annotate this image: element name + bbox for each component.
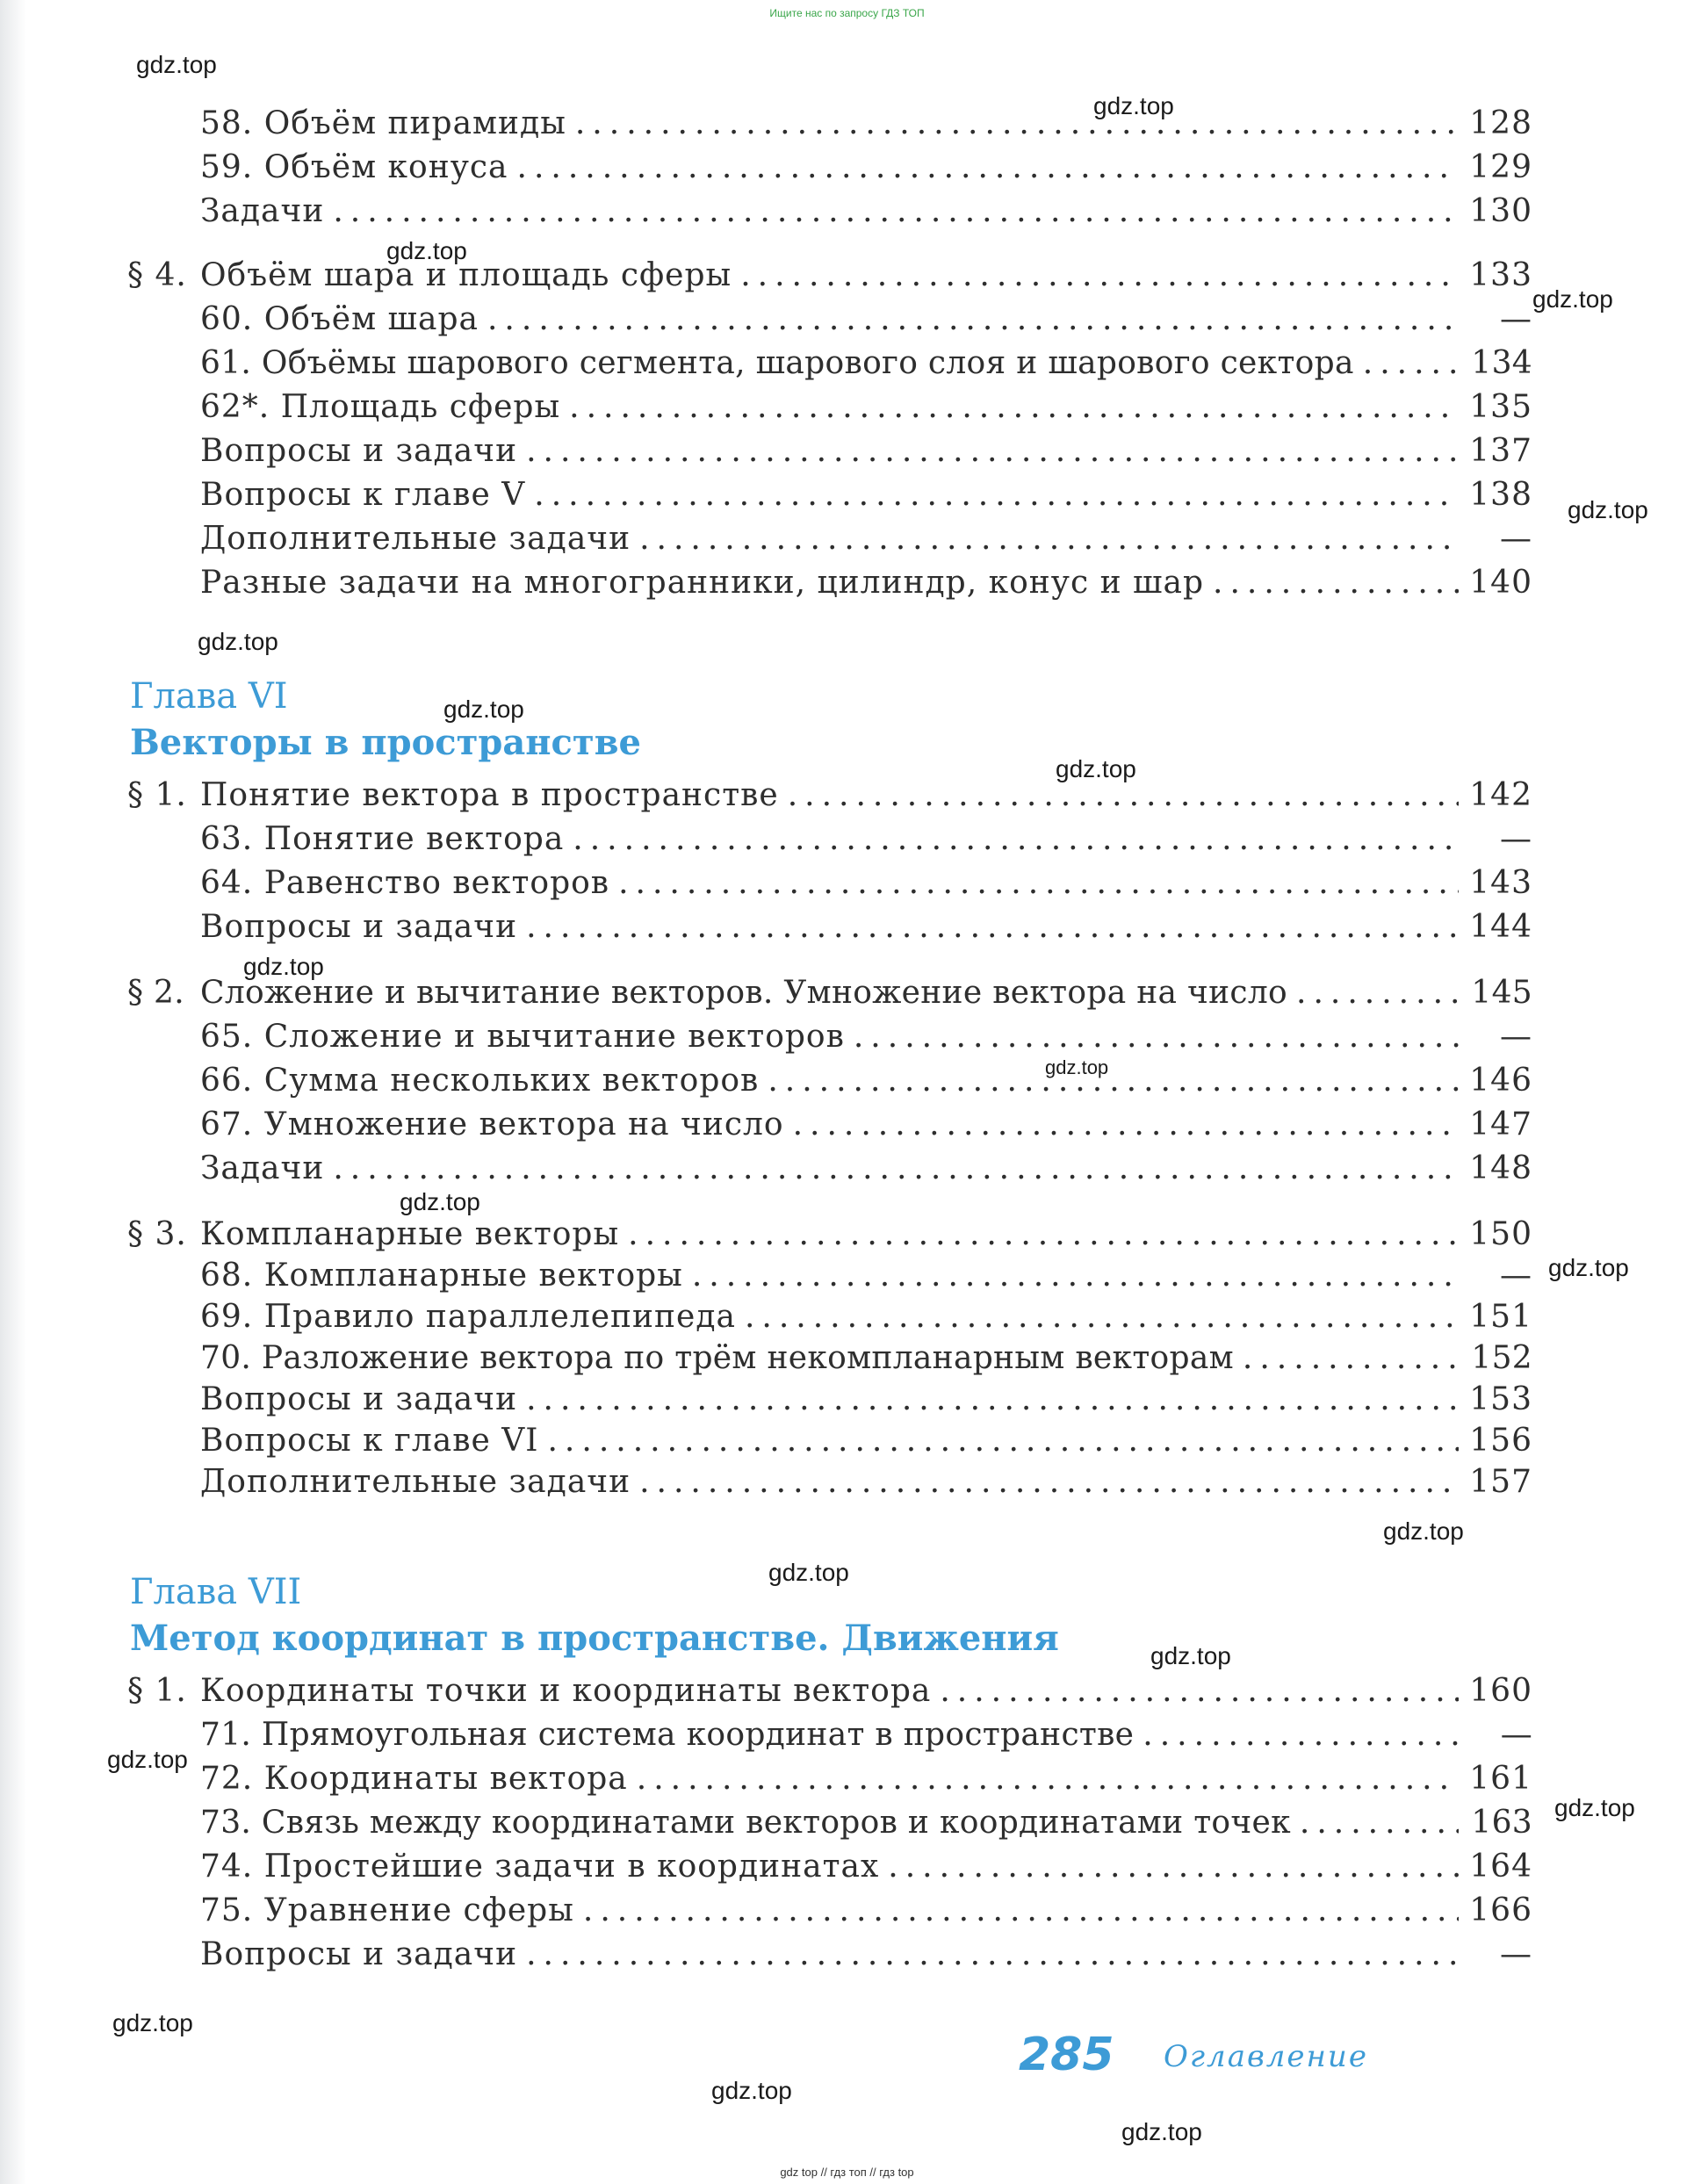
toc-entry-page: 130: [1469, 193, 1532, 229]
toc-entry-page: —: [1500, 301, 1532, 337]
toc-entry-page: —: [1500, 521, 1532, 557]
toc-entry[interactable]: [200, 1340, 1532, 1380]
toc-entry-page: 128: [1469, 105, 1532, 141]
bottom-note: gdz top // гдз топ // гдз top: [780, 2166, 914, 2179]
toc-entry-page: 164: [1469, 1849, 1532, 1885]
watermark: gdz.top: [1121, 2118, 1202, 2145]
toc-entry-title: 64. Равенство векторов: [200, 865, 610, 901]
toc-entry[interactable]: [200, 909, 1532, 949]
toc-entry[interactable]: [200, 1381, 1532, 1422]
toc-entry-title: 66. Сумма нескольких векторов: [200, 1063, 760, 1099]
toc-entry-title: Вопросы и задачи: [200, 1936, 518, 1972]
toc-leader-dots: [639, 1464, 1459, 1500]
toc-entry-page: 166: [1469, 1892, 1532, 1928]
top-note: Ищите нас по запросу ГДЗ ТОП: [769, 7, 925, 19]
toc-entry-page: 140: [1469, 565, 1532, 601]
toc-entry-title: Задачи: [200, 193, 325, 229]
watermark: gdz.top: [136, 51, 217, 78]
toc-entry-page: —: [1500, 1258, 1532, 1294]
toc-leader-dots: [692, 1258, 1459, 1294]
toc-entry-page: 157: [1469, 1464, 1532, 1500]
section-marker: § 2.: [127, 975, 184, 1011]
chapter-label: Глава VII: [130, 1572, 302, 1612]
toc-entry-title: Дополнительные задачи: [200, 1464, 631, 1500]
toc-entry-title: 71. Прямоугольная система координат в пространстве: [200, 1717, 1135, 1753]
section-marker: § 1.: [127, 777, 187, 813]
watermark: gdz.top: [1548, 1254, 1629, 1281]
toc-leader-dots: [745, 1299, 1459, 1335]
toc-entry[interactable]: [200, 1019, 1532, 1059]
toc-entry-page: 163: [1471, 1805, 1532, 1841]
toc-entry-page: 138: [1469, 477, 1532, 513]
toc-leader-dots: [768, 1063, 1459, 1099]
toc-leader-dots: [940, 1673, 1459, 1709]
toc-section[interactable]: [127, 1673, 1532, 1713]
toc-entry[interactable]: [200, 1106, 1532, 1147]
toc-leader-dots: [1363, 345, 1459, 381]
toc-entry-title: 63. Понятие вектора: [200, 821, 565, 857]
watermark: gdz.top: [112, 2009, 193, 2036]
toc-entry[interactable]: [200, 1464, 1532, 1504]
toc-entry-page: 153: [1469, 1381, 1532, 1417]
toc-entry[interactable]: [200, 433, 1532, 473]
toc-entry-page: 133: [1469, 257, 1532, 293]
toc-entry-title: 65. Сложение и вычитание векторов: [200, 1019, 845, 1055]
toc-entry-page: 151: [1469, 1299, 1532, 1335]
watermark: gdz.top: [107, 1746, 188, 1773]
toc-entry-page: 142: [1469, 777, 1532, 813]
toc-leader-dots: [575, 105, 1459, 141]
toc-entry[interactable]: [200, 193, 1532, 234]
toc-leader-dots: [517, 149, 1459, 185]
toc-entry-page: 161: [1469, 1761, 1532, 1797]
toc-leader-dots: [628, 1216, 1459, 1252]
toc-leader-dots: [793, 1106, 1459, 1142]
watermark: gdz.top: [1532, 285, 1613, 313]
watermark: gdz.top: [400, 1188, 480, 1215]
toc-entry-page: 135: [1469, 389, 1532, 425]
toc-entry-title: 73. Связь между координатами векторов и координатами точек: [200, 1805, 1291, 1841]
toc-entry[interactable]: [200, 301, 1532, 342]
watermark: gdz.top: [1568, 496, 1648, 523]
toc-leader-dots: [534, 477, 1459, 513]
toc-entry-title: 72. Координаты вектора: [200, 1761, 628, 1797]
toc-entry-page: 150: [1469, 1216, 1532, 1252]
toc-leader-dots: [888, 1849, 1459, 1885]
toc-entry-page: —: [1500, 1717, 1532, 1753]
toc-entry-page: 134: [1471, 345, 1532, 381]
toc-entry[interactable]: [200, 1258, 1532, 1298]
toc-entry[interactable]: [200, 345, 1532, 386]
toc-entry-title: Вопросы к главе V: [200, 477, 526, 513]
toc-entry[interactable]: [200, 149, 1532, 190]
toc-leader-dots: [1243, 1340, 1459, 1376]
toc-leader-dots: [569, 389, 1459, 425]
watermark: gdz.top: [1383, 1517, 1464, 1545]
toc-leader-dots: [1300, 1805, 1459, 1841]
watermark: gdz.top: [243, 953, 324, 980]
toc-section[interactable]: [127, 1216, 1532, 1257]
chapter-title: Метод координат в пространстве. Движения: [130, 1618, 1059, 1659]
toc-leader-dots: [1143, 1717, 1459, 1753]
page-edge-shadow: [0, 0, 26, 2184]
toc-entry-title: 74. Простейшие задачи в координатах: [200, 1849, 880, 1885]
toc-entry[interactable]: [200, 389, 1532, 429]
toc-section[interactable]: [127, 777, 1532, 818]
toc-entry-page: —: [1500, 821, 1532, 857]
toc-leader-dots: [547, 1423, 1459, 1459]
toc-entry-page: 152: [1471, 1340, 1532, 1376]
chapter-title: Векторы в пространстве: [130, 722, 641, 763]
toc-entry[interactable]: [200, 1761, 1532, 1801]
toc-leader-dots: [526, 1381, 1459, 1417]
toc-leader-dots: [788, 777, 1459, 813]
watermark: gdz.top: [198, 628, 278, 655]
toc-entry-title: Понятие вектора в пространстве: [200, 777, 779, 813]
toc-entry-title: 67. Умножение вектора на число: [200, 1106, 784, 1142]
toc-leader-dots: [637, 1761, 1459, 1797]
toc-leader-dots: [333, 1150, 1459, 1186]
toc-entry[interactable]: [200, 477, 1532, 517]
toc-entry-title: Разные задачи на многогранники, цилиндр, конус и шар: [200, 565, 1204, 601]
toc-entry-title: 61. Объёмы шарового сегмента, шарового слоя и шарового сектора: [200, 345, 1354, 381]
watermark: gdz.top: [711, 2077, 792, 2104]
toc-leader-dots: [526, 1936, 1459, 1972]
toc-leader-dots: [526, 433, 1459, 469]
toc-entry[interactable]: [200, 1849, 1532, 1889]
toc-leader-dots: [740, 257, 1459, 293]
watermark: gdz.top: [443, 696, 524, 723]
toc-entry-title: Объём шара и площадь сферы: [200, 257, 732, 293]
toc-entry[interactable]: [200, 521, 1532, 561]
section-marker: § 4.: [127, 257, 187, 293]
toc-entry-title: Компланарные векторы: [200, 1216, 620, 1252]
toc-leader-dots: [573, 821, 1459, 857]
toc-entry[interactable]: [200, 1936, 1532, 1977]
toc-entry[interactable]: [200, 1423, 1532, 1463]
toc-entry[interactable]: [200, 1299, 1532, 1339]
page-number: 285: [1019, 2029, 1114, 2081]
toc-entry-page: 137: [1469, 433, 1532, 469]
toc-entry-title: 68. Компланарные векторы: [200, 1258, 683, 1294]
toc-leader-dots: [526, 909, 1459, 945]
toc-entry[interactable]: [200, 1717, 1532, 1757]
toc-entry[interactable]: [200, 1892, 1532, 1933]
toc-entry-page: 156: [1469, 1423, 1532, 1459]
toc-entry-page: —: [1500, 1936, 1532, 1972]
toc-leader-dots: [333, 193, 1459, 229]
toc-entry-title: Вопросы к главе VI: [200, 1423, 539, 1459]
toc-section[interactable]: [127, 975, 1532, 1015]
toc-entry-page: 160: [1469, 1673, 1532, 1709]
watermark: gdz.top: [768, 1559, 849, 1586]
toc-entry-page: 144: [1469, 909, 1532, 945]
toc-leader-dots: [487, 301, 1459, 337]
toc-leader-dots: [639, 521, 1459, 557]
toc-entry-title: Вопросы и задачи: [200, 433, 518, 469]
toc-leader-dots: [583, 1892, 1459, 1928]
toc-entry[interactable]: [200, 1150, 1532, 1191]
toc-entry-page: 143: [1469, 865, 1532, 901]
toc-entry[interactable]: [200, 865, 1532, 905]
watermark: gdz.top: [1056, 755, 1136, 782]
toc-entry-title: 70. Разложение вектора по трём некомпланарным векторам: [200, 1340, 1234, 1376]
toc-entry-page: 147: [1469, 1106, 1532, 1142]
toc-entry-title: Сложение и вычитание векторов. Умножение вектора на число: [200, 975, 1288, 1011]
toc-entry-title: 60. Объём шара: [200, 301, 479, 337]
toc-leader-dots: [1296, 975, 1459, 1011]
section-marker: § 3.: [127, 1216, 187, 1252]
toc-entry-page: 129: [1469, 149, 1532, 185]
toc-entry[interactable]: [200, 1805, 1532, 1845]
toc-entry-page: 146: [1469, 1063, 1532, 1099]
watermark: gdz.top: [1045, 1056, 1109, 1078]
toc-entry-title: 59. Объём конуса: [200, 149, 508, 185]
toc-entry[interactable]: [200, 1063, 1532, 1103]
toc-entry-page: —: [1500, 1019, 1532, 1055]
running-footer: Оглавление: [1164, 2039, 1368, 2074]
toc-entry-title: 69. Правило параллелепипеда: [200, 1299, 736, 1335]
toc-entry-title: 62*. Площадь сферы: [200, 389, 561, 425]
watermark: gdz.top: [1093, 92, 1174, 119]
toc-entry-title: Вопросы и задачи: [200, 1381, 518, 1417]
chapter-label: Глава VI: [130, 676, 288, 717]
toc-entry[interactable]: [200, 105, 1532, 146]
toc-leader-dots: [618, 865, 1459, 901]
toc-leader-dots: [1213, 565, 1459, 601]
toc-entry-page: 145: [1471, 975, 1532, 1011]
toc-section[interactable]: [127, 257, 1532, 298]
toc-entry[interactable]: [200, 565, 1532, 605]
toc-entry-title: 58. Объём пирамиды: [200, 105, 566, 141]
toc-entry-title: Вопросы и задачи: [200, 909, 518, 945]
toc-entry-page: 148: [1469, 1150, 1532, 1186]
toc-leader-dots: [854, 1019, 1459, 1055]
toc-entry-title: 75. Уравнение сферы: [200, 1892, 574, 1928]
toc-entry-title: Задачи: [200, 1150, 325, 1186]
section-marker: § 1.: [127, 1673, 187, 1709]
toc-entry[interactable]: [200, 821, 1532, 861]
watermark: gdz.top: [1554, 1794, 1635, 1821]
watermark: gdz.top: [386, 237, 467, 264]
watermark: gdz.top: [1150, 1642, 1231, 1669]
toc-entry-title: Координаты точки и координаты вектора: [200, 1673, 932, 1709]
toc-entry-title: Дополнительные задачи: [200, 521, 631, 557]
